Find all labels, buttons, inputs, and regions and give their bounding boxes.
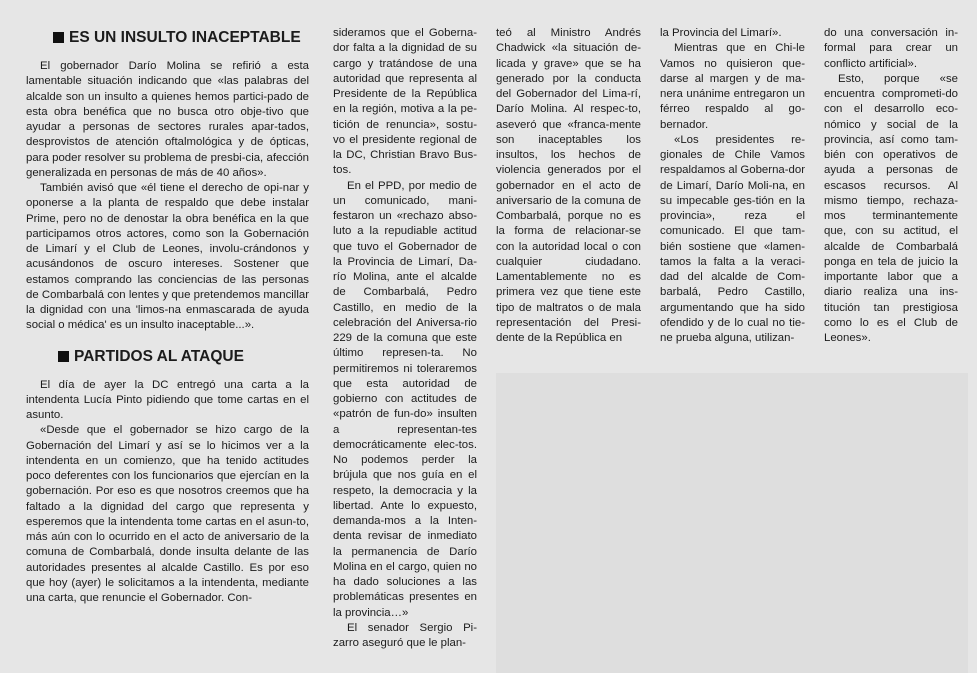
paragraph: Esto, porque «se encuentra comprometi-do con el desarrollo eco-nómico y social de la provincia, así como tam-bién con operativos de ayuda a personas de escasos recursos. Al mismo tiempo, rechaza-mos terminantemente que, con su actitud, el alcalde de Combarbalá ponga en tela de juicio la importante labor que a diario realiza una ins-titución tan prestigiosa como lo es el Club de Leones». [824,72,958,344]
paragraph: «Desde que el gobernador se hizo cargo de la Gobernación del Limarí y así se lo hicimos ver a la intendenta en un comienzo, que ha tenido actitudes poco deferentes con los funcionarios que ejercían en la gobernación. Por eso es que nosotros creemos que ha faltado a la dignidad del cargo que representa y esperemos que la intendenta tome cartas en el asun-to, más aún con lo ocurrido en el acto de aniversario de la comuna de Combarbalá, donde insulta delante de las autoridades presentes al alcalde Castillo. Es por eso que hoy (ayer) le solicitamos a la intendenta, mediante una carta, que renuncie el Gobernador. Con- [26,424,309,604]
heading-text: PARTIDOS AL ATAQUE [74,347,244,365]
section-heading-insulto [26,28,309,47]
column-3 [496,26,641,346]
paragraph: El gobernador Darío Molina se refirió a esta lamentable situación indicando que «las palabras del alcalde son un insulto a quienes hemos partici-pado de esta obra benéfica que no busca otro obje-tivo que ayudar a personas de sectores rurales apar-tados, desprovistos de atención oftalmológica y de ópticas, para poder resolver su problema de presbi-cia, afección generalizada en personas de más de 40 años». [26,60,309,179]
column-4 [660,26,805,346]
paragraph: También avisó que «él tiene el derecho de opi-nar y oponerse a la planta de respaldo que debe instalar Prime, pero no de denostar la obra benéfica en la que participamos otros actores, como son la Gobernación de Limarí y el Club de Leones, involu-crándonos y acusándonos de oscuro intereses. Sostener que estamos comprando las conciencias de las personas de Combarbalá con lentes y que pretendemos mancillar la dignidad con una 'limos-na enmascarada de ayuda social o médica' es un insulto inaceptable...». [26,182,309,332]
square-bullet-icon [53,32,64,43]
empty-gray-area [496,373,968,673]
paragraph: la Provincia del Limarí». [660,27,782,39]
column-2 [333,26,477,651]
paragraph: «Los presidentes re-gionales de Chile Vamos respaldamos al Goberna-dor de Limarí, Darío Moli-na, en su impecable ges-tión en la provincia», reza el comunicado. El que tam-bién sostiene que «lamen-tamos la falta a la veraci-dad del alcalde de Com-barbalá, Pedro Castillo, argumentando que ha sido ofendido y de lo cual no tie-ne prueba alguna, utilizan- [660,133,805,344]
section-heading-partidos [26,347,309,366]
square-bullet-icon [58,351,69,362]
paragraph: El senador Sergio Pi-zarro aseguró que le plan- [333,621,477,649]
column-1 [26,27,309,606]
column-5 [824,26,958,346]
paragraph: do una conversación in-formal para crear un conflicto artificial». [824,27,958,70]
paragraph: El día de ayer la DC entregó una carta a la intendenta Lucía Pinto pidiendo que tome cartas en el asunto. [26,378,309,421]
paragraph: teó al Ministro Andrés Chadwick «la situación de-licada y grave» que se ha generado por la conducta del Gobernador del Lima-rí, Darío Molina. Al respec-to, aseveró que «franca-mente son inaceptables los insultos, los hechos de violencia generados por el gobernador en el acto de aniversario de la comuna de Combarbalá, porque no es la forma de relacionar-se con la autoridad local o con cualquier ciudadano. Lamentablemente no es primera vez que tiene este tipo de maltratos o de mala representación del Presi-dente de la República en [496,27,641,344]
heading-text: ES UN INSULTO INACEPTABLE [69,29,301,46]
paragraph: Mientras que en Chi-le Vamos no quisieron que-darse al margen y de ma-nera unánime entregaron un férreo respaldo al go-bernador. [660,42,805,131]
paragraph: sideramos que el Goberna-dor falta a la dignidad de su cargo y tratándose de una autoridad que representa al Presidente de la República en la región, motiva a la pe-tición de renuncia», sostu-vo el presidente regional de la DC, Christian Bravo Bus-tos. [333,27,477,177]
paragraph: En el PPD, por medio de un comunicado, mani-festaron un «rechazo abso-luto a la repudiable actitud que tuvo el Gobernador de la Provincia de Limarí, Da-río Molina, ante el alcalde de Combarbalá, Pedro Castillo, en medio de la celebración del Aniversa-rio 229 de la comuna que este último represen-ta. No permitiremos ni toleraremos que esta autoridad de gobierno con actitudes de «patrón de fun-do» insulten a representan-tes democráticamente elec-tos. No podemos perder la brújula que nos guía en el respeto, la democracia y la libertad. Ante lo expuesto, demanda-mos a la Inten-denta revisar de inmediato la permanencia de Darío Molina en el cargo, quien no ha dado soluciones a las problemáticas presentes en la provincia…» [333,179,477,619]
